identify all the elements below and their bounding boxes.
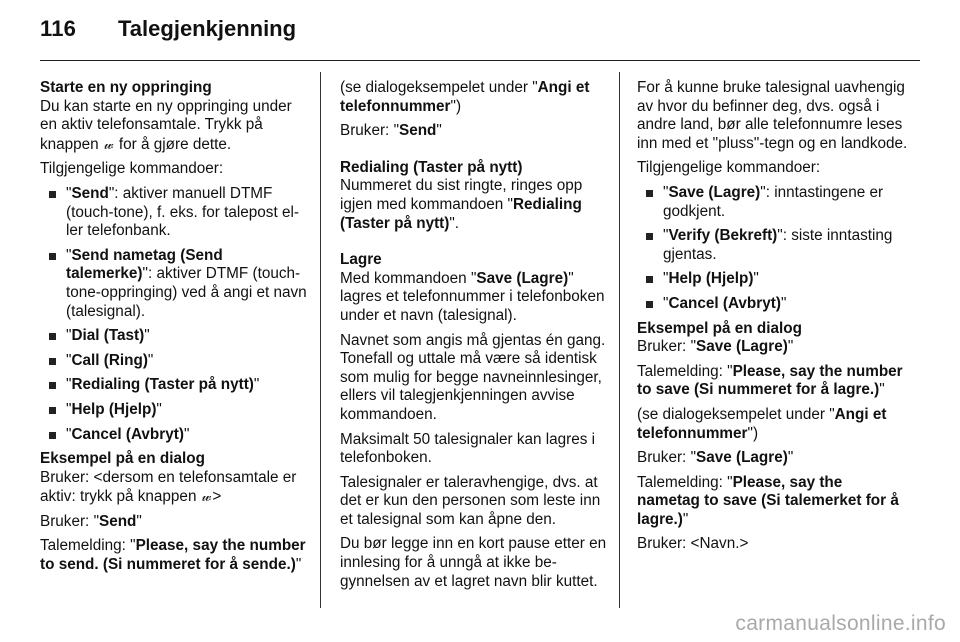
- paragraph: (se dialogeksempelet under "Angi et telefonnummer"): [340, 79, 590, 115]
- paragraph: Du bør legge inn en kort pause etter en innlesing for å unngå at ikke begynnelsen av et lagret navn blir kuttet.: [340, 535, 607, 590]
- watermark-link[interactable]: carmanualsonline.info: [735, 612, 946, 635]
- paragraph: (se dialogeksempelet under "Angi et telefonnummer"): [637, 405, 887, 442]
- paragraph: For å kunne bruke talesignal uavhengig av hvor du befinner deg, dvs. også i andre land, bør alle telefonnumre leses inn med et "pluss"-tegn og en landkode.: [637, 79, 908, 152]
- paragraph: Nummeret du sist ringte, ringes opp igjen med kommandoen "Redialing (Taster på nytt)".: [340, 177, 583, 232]
- dialog-line: Bruker: "Save (Lagre)": [637, 449, 794, 467]
- list-item: "Cancel (Avbryt)": [40, 426, 308, 445]
- list-item: "Redialing (Taster på nytt)": [40, 376, 308, 395]
- dialog-line: Talemelding: "Please, say the number to save (Si nummeret for å lagre.)": [637, 362, 903, 399]
- dialog-line: Bruker: "Save (Lagre)": [637, 338, 794, 356]
- paragraph: Talesignaler er taleravhengige, dvs. at det er kun den personen som leste inn et talesignal som kan åpne den.: [340, 473, 601, 528]
- dialog-line: Bruker: <dersom en telefonsamtale er aktiv: trykk på knappen 𝓌>: [40, 468, 297, 506]
- list-item: "Send": aktiver manuell DTMF (touch-tone), f. eks. for talepost eller telefonbank.: [40, 185, 308, 241]
- section-heading: Lagre: [340, 251, 382, 269]
- dialog-line: Bruker: <Navn.>: [637, 535, 749, 553]
- dialog-line: Talemelding: "Please, say the number to send. (Si nummeret for å sende.)": [40, 537, 306, 574]
- paragraph: Maksimalt 50 talesignaler kan lagres i telefonboken.: [340, 430, 596, 467]
- page-header: [40, 16, 920, 56]
- list-item: "Dial (Tast)": [40, 327, 308, 346]
- column-divider: [320, 72, 321, 608]
- paragraph: Du kan starte en ny oppringing under en aktiv telefonsamtale. Trykk på knappen 𝓌 for å gjøre dette.: [40, 97, 292, 153]
- section-heading: Eksempel på en dialog: [637, 319, 802, 337]
- column-middle: [340, 79, 608, 597]
- dialog-line: Bruker: "Send": [340, 122, 442, 140]
- header-rule: [40, 60, 920, 61]
- dialog-line: Bruker: "Send": [40, 512, 142, 530]
- paragraph: Navnet som angis må gjentas én gang. Tonefall og uttale må være så identisk som mulig for begge navneinnlesinger, ellers vil talegjenkjenningen avvise kommandoen.: [340, 331, 606, 423]
- list-item: "Send nametag (Send talemerke)": aktiver DTMF (touch-tone-oppringing) ved å angi et navn (talesignal).: [40, 247, 308, 321]
- list-item: "Help (Hjelp)": [637, 270, 909, 289]
- section-heading: Eksempel på en dialog: [40, 450, 205, 468]
- paragraph: Med kommandoen "Save (Lagre)" lagres et telefonnummer i telefonboken under et navn (talesignal).: [340, 269, 605, 324]
- phone-icon: 𝓌: [103, 135, 114, 152]
- column-left: [40, 79, 308, 581]
- column-right: [637, 79, 909, 560]
- page-title: Talegjenkjenning: [118, 16, 297, 41]
- section-heading: Starte en ny oppringing: [40, 79, 212, 96]
- command-list: [40, 185, 308, 444]
- page-number: 116: [40, 16, 77, 41]
- list-item: "Help (Hjelp)": [40, 401, 308, 420]
- list-item: "Save (Lagre)": inntastingene er godkjent.: [637, 184, 909, 221]
- paragraph: Tilgjengelige kommandoer:: [637, 159, 821, 177]
- command-list: [637, 184, 909, 314]
- column-divider: [619, 72, 620, 608]
- list-item: "Call (Ring)": [40, 352, 308, 371]
- list-item: "Cancel (Avbryt)": [637, 295, 909, 314]
- list-item: "Verify (Bekreft)": siste inntasting gjentas.: [637, 227, 909, 264]
- section-heading: Redialing (Taster på nytt): [340, 158, 523, 176]
- dialog-line: Talemelding: "Please, say the nametag to save (Si talemerket for å lagre.)": [637, 473, 899, 528]
- phone-icon: 𝓌: [201, 488, 212, 505]
- paragraph: Tilgjengelige kommandoer:: [40, 160, 224, 178]
